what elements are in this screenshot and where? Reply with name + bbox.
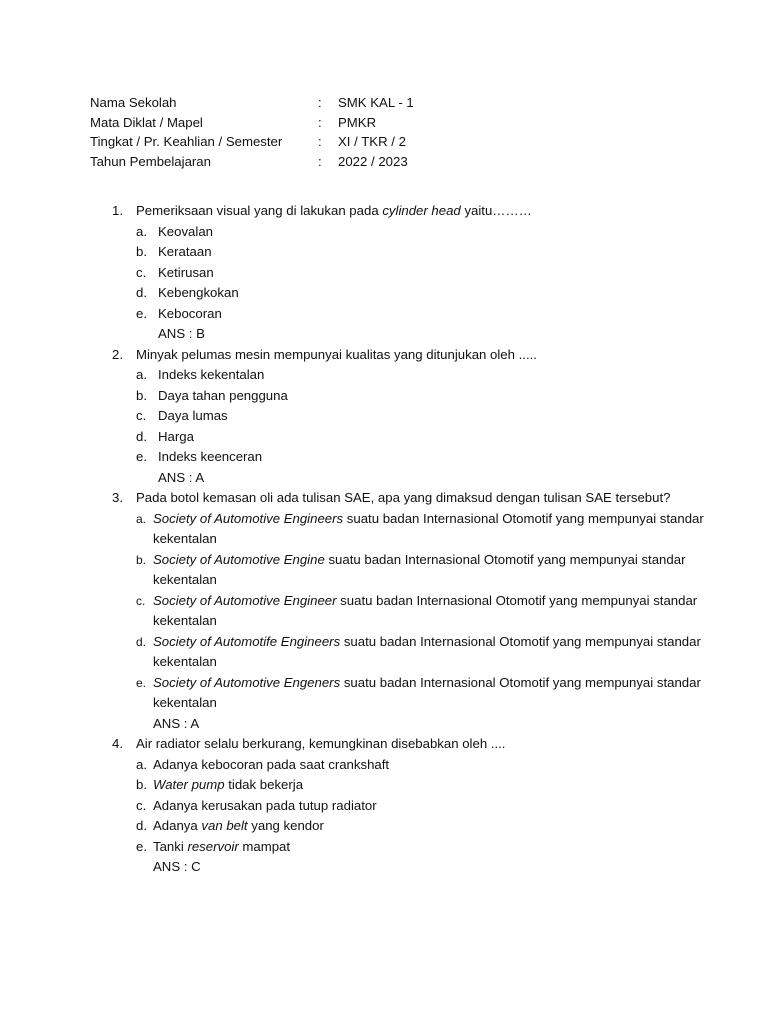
option-letter: e.: [136, 449, 147, 464]
answer-key: ANS : B: [158, 326, 205, 341]
option-letter: e.: [136, 675, 147, 690]
question-list: [112, 201, 712, 878]
option-letter: d.: [136, 818, 147, 833]
option-letter: b.: [136, 552, 147, 567]
info-row-school: [90, 93, 414, 113]
option-text-rest: suatu badan Internasional Otomotif yang mempunyai standar kekentalan: [153, 551, 686, 587]
option-list: [136, 365, 712, 468]
option-text-italic: Society of Automotive Engineer: [153, 592, 337, 608]
option-letter: b.: [136, 777, 147, 792]
option-e: [136, 673, 712, 714]
option-text: Indeks kekentalan: [158, 367, 265, 382]
answer-key: ANS : A: [153, 715, 200, 731]
question-number: 4.: [112, 736, 123, 751]
option-text-italic: Society of Automotive Engine: [153, 551, 325, 567]
option-text-rest: suatu badan Internasional Otomotif yang mempunyai standar kekentalan: [153, 674, 701, 710]
question-text: Minyak pelumas mesin mempunyai kualitas yang ditunjukan oleh .....: [136, 346, 537, 362]
option-text-part: yang kendor: [247, 818, 324, 833]
info-row-year: [90, 152, 414, 172]
answer-key: ANS : A: [158, 469, 205, 485]
option-letter: a.: [136, 511, 147, 526]
option-a: [136, 509, 712, 550]
option-text-italic: Society of Automotive Engeners: [153, 674, 341, 690]
option-letter: c.: [136, 408, 147, 423]
option-letter: c.: [136, 264, 147, 280]
option-e: [136, 447, 712, 468]
option-text: [153, 755, 712, 776]
info-row-level: [90, 132, 414, 152]
info-key: Tingkat / Pr. Keahlian / Semester: [90, 134, 283, 149]
option-d: [136, 632, 712, 673]
info-key: Mata Diklat / Mapel: [90, 114, 203, 130]
question-text: Pada botol kemasan oli ada tulisan SAE, apa yang dimaksud dengan tulisan SAE tersebut?: [136, 490, 671, 505]
option-text-part: Adanya: [153, 818, 202, 833]
option-text: [153, 673, 712, 714]
option-c: [136, 263, 712, 284]
option-letter: b.: [136, 244, 147, 259]
school-info-header: [90, 93, 414, 171]
info-value: PMKR: [338, 114, 377, 130]
option-text: Daya lumas: [158, 408, 228, 423]
option-text-part: tidak bekerja: [224, 777, 304, 792]
option-a: [136, 365, 712, 386]
option-text: Daya tahan pengguna: [158, 387, 288, 403]
option-text-italic: Society of Automotive Engineers: [153, 510, 344, 526]
option-c: [136, 796, 712, 817]
info-colon: :: [318, 114, 322, 130]
option-list: [136, 222, 712, 325]
answer-key: ANS : C: [153, 859, 201, 874]
option-b: [136, 242, 712, 263]
question-number: 2.: [112, 346, 123, 362]
option-text: [153, 509, 712, 550]
option-text: Keovalan: [158, 223, 213, 239]
option-letter: d.: [136, 634, 147, 649]
option-letter: d.: [136, 285, 147, 300]
option-text: [153, 632, 712, 673]
option-text-part: mampat: [238, 838, 291, 854]
option-letter: c.: [136, 797, 147, 813]
info-key: Tahun Pembelajaran: [90, 153, 211, 169]
question-text-part: Pemeriksaan visual yang di lakukan pada: [136, 203, 383, 218]
option-text: [153, 591, 712, 632]
option-text: Kebocoran: [158, 305, 222, 321]
option-text: Ketirusan: [158, 264, 214, 280]
option-text-part: Tanki: [153, 838, 188, 854]
option-a: [136, 222, 712, 243]
option-text-rest: suatu badan Internasional Otomotif yang mempunyai standar kekentalan: [153, 633, 701, 669]
info-colon: :: [318, 95, 322, 110]
option-text: Kerataan: [158, 244, 212, 259]
option-text: [153, 796, 712, 817]
info-row-subject: [90, 113, 414, 133]
option-text-rest: suatu badan Internasional Otomotif yang mempunyai standar kekentalan: [153, 510, 704, 546]
option-c: [136, 406, 712, 427]
info-colon: :: [318, 134, 322, 149]
option-letter: c.: [136, 593, 146, 608]
option-d: [136, 816, 712, 837]
option-d: [136, 427, 712, 448]
option-text-part: Adanya kerusakan pada tutup radiator: [153, 797, 377, 813]
question-text: Air radiator selalu berkurang, kemungkinan disebabkan oleh ....: [136, 736, 506, 751]
option-letter: a.: [136, 367, 147, 382]
info-key: Nama Sekolah: [90, 95, 177, 110]
question-text: [136, 201, 712, 222]
option-letter: b.: [136, 387, 147, 403]
option-text: Harga: [158, 428, 194, 444]
option-text: Indeks keenceran: [158, 449, 263, 464]
option-b: [136, 386, 712, 407]
option-text-italic: Water pump: [153, 777, 225, 792]
option-d: [136, 283, 712, 304]
question-4: [112, 734, 712, 878]
option-e: [136, 837, 712, 858]
option-text-italic: van belt: [201, 818, 248, 833]
info-value: 2022 / 2023: [338, 153, 408, 169]
option-text-part: Adanya kebocoran pada saat crankshaft: [153, 756, 390, 772]
question-3: [112, 488, 712, 734]
question-1: [112, 201, 712, 345]
info-value: XI / TKR / 2: [338, 134, 406, 149]
info-colon: :: [318, 153, 322, 169]
option-letter: e.: [136, 305, 147, 321]
option-e: [136, 304, 712, 325]
question-text-part: yaitu………: [460, 203, 532, 218]
option-letter: a.: [136, 223, 147, 239]
option-letter: e.: [136, 838, 147, 854]
option-letter: d.: [136, 428, 147, 444]
question-2: [112, 345, 712, 489]
option-text-italic: reservoir: [187, 838, 239, 854]
option-list: [136, 755, 712, 858]
option-text: [153, 775, 712, 796]
option-text: [153, 837, 712, 858]
option-b: [136, 775, 712, 796]
option-text-rest: suatu badan Internasional Otomotif yang mempunyai standar kekentalan: [153, 592, 698, 628]
option-text: Kebengkokan: [158, 285, 239, 300]
option-text-italic: Society of Automotife Engineers: [153, 633, 341, 649]
question-number: 1.: [112, 203, 123, 218]
option-a: [136, 755, 712, 776]
question-number: 3.: [112, 490, 123, 505]
option-text: [153, 550, 712, 591]
info-value: SMK KAL - 1: [338, 95, 414, 110]
option-c: [136, 591, 712, 632]
question-text-italic: cylinder head: [382, 203, 461, 218]
option-letter: a.: [136, 756, 147, 772]
option-text: [153, 816, 712, 837]
option-b: [136, 550, 712, 591]
option-list: [136, 509, 712, 714]
